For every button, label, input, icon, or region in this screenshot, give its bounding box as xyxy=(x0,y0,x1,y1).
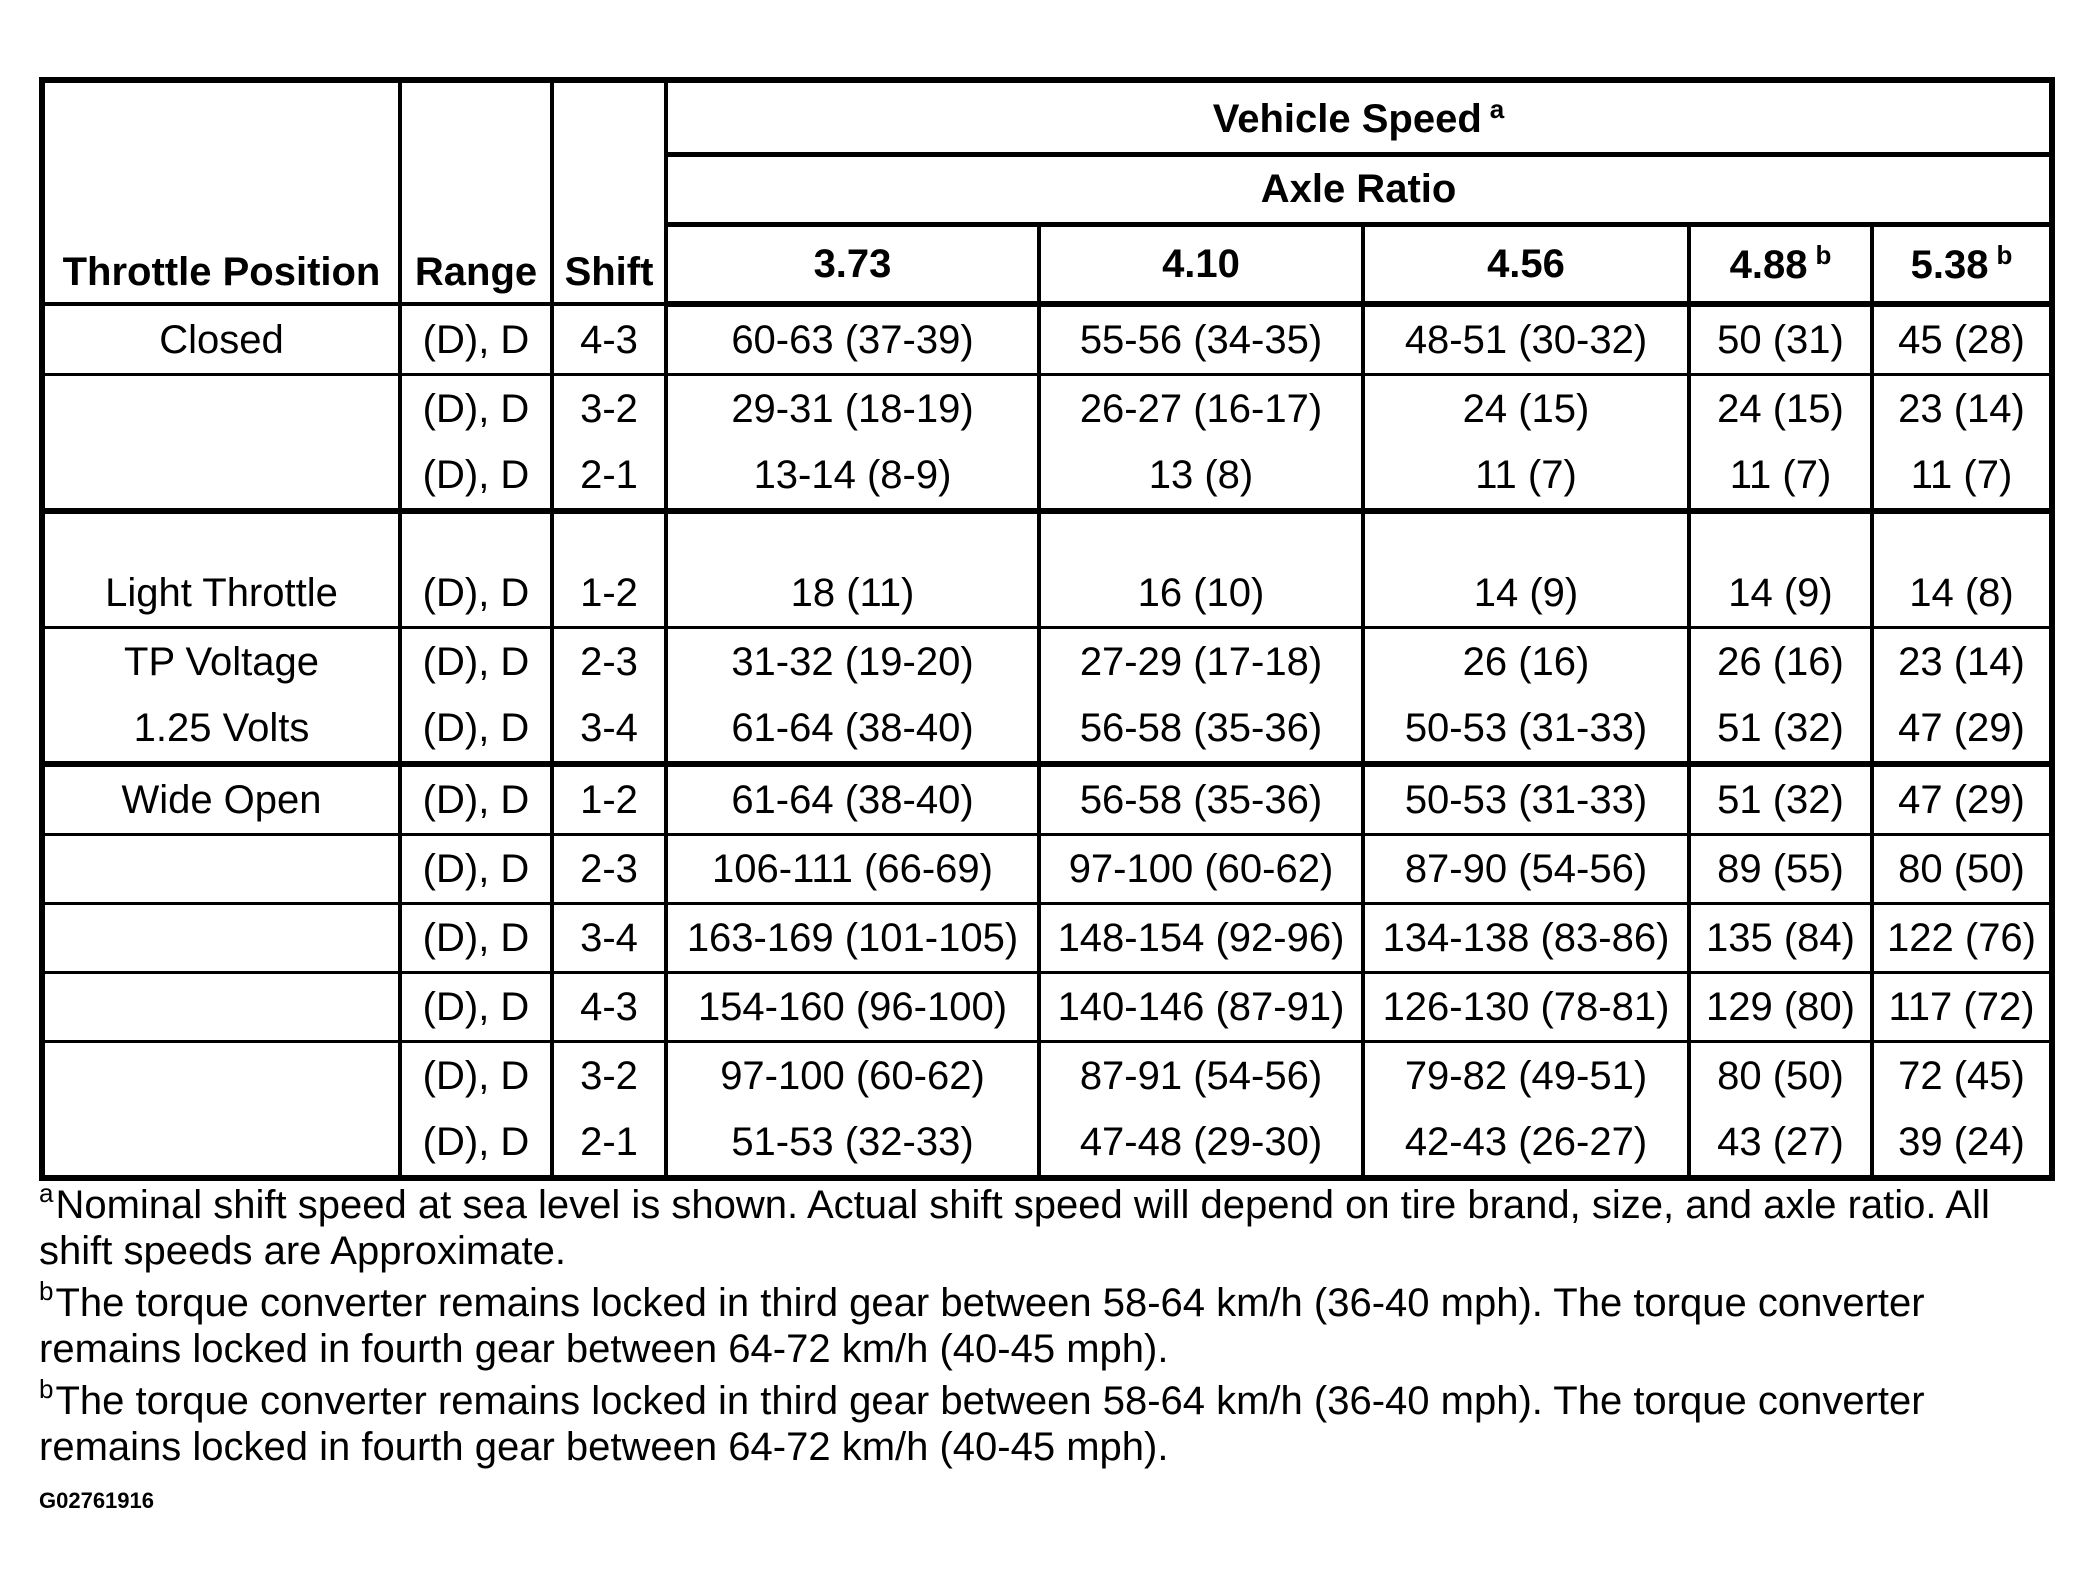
speed-cell: 51 (32) xyxy=(1689,695,1872,764)
throttle-cell xyxy=(42,375,400,443)
footnotes xyxy=(39,1178,2049,1476)
figure-id: G02761916 xyxy=(39,1488,154,1513)
ratio-label: 4.10 xyxy=(1162,241,1240,286)
speed-cell: 50-53 (31-33) xyxy=(1363,764,1689,835)
footnote-text: The torque converter remains locked in third gear between 58-64 km/h (36-40 mph). The torque converter remains locked in fourth gear between 64-72 km/h (40-45 mph). xyxy=(39,1281,1925,1371)
footnote-mark-b: b xyxy=(1996,240,2013,271)
ratio-label: 5.38 xyxy=(1910,243,1989,288)
footnote-text: Nominal shift speed at sea level is shown. Actual shift speed will depend on tire brand, size, and axle ratio. All shift speeds are Approximate. xyxy=(39,1183,1990,1273)
header-ratio-3 xyxy=(1689,224,1872,304)
table-row xyxy=(42,1109,2052,1178)
speed-cell: 126-130 (78-81) xyxy=(1363,973,1689,1042)
spacer-cell xyxy=(1039,511,1363,560)
header-axle-ratio: Axle Ratio xyxy=(666,154,2052,224)
speed-cell: 11 (7) xyxy=(1689,442,1872,511)
speed-cell: 29-31 (18-19) xyxy=(666,375,1039,443)
speed-cell: 26 (16) xyxy=(1363,628,1689,696)
range-cell: (D), D xyxy=(400,1109,552,1178)
ratio-label: 3.73 xyxy=(813,241,892,286)
shift-cell: 1-2 xyxy=(552,560,666,628)
footnote-mark: b xyxy=(39,1276,54,1306)
speed-cell: 11 (7) xyxy=(1872,442,2052,511)
range-cell: (D), D xyxy=(400,835,552,904)
throttle-cell xyxy=(42,442,400,511)
table-row xyxy=(42,1042,2052,1110)
spacer-cell xyxy=(666,511,1039,560)
footnote-text: The torque converter remains locked in third gear between 58-64 km/h (36-40 mph). The torque converter remains locked in fourth gear between 64-72 km/h (40-45 mph). xyxy=(39,1379,1925,1469)
footnote-mark-a: a xyxy=(1489,93,1505,124)
speed-cell: 61-64 (38-40) xyxy=(666,764,1039,835)
shift-cell: 2-3 xyxy=(552,835,666,904)
speed-cell: 47-48 (29-30) xyxy=(1039,1109,1363,1178)
throttle-cell xyxy=(42,1042,400,1110)
speed-cell: 80 (50) xyxy=(1689,1042,1872,1110)
speed-cell: 79-82 (49-51) xyxy=(1363,1042,1689,1110)
speed-cell: 43 (27) xyxy=(1689,1109,1872,1178)
spacer-cell xyxy=(552,511,666,560)
speed-cell: 80 (50) xyxy=(1872,835,2052,904)
speed-cell: 14 (8) xyxy=(1872,560,2052,628)
speed-cell: 89 (55) xyxy=(1689,835,1872,904)
speed-cell: 45 (28) xyxy=(1872,304,2052,375)
speed-cell: 11 (7) xyxy=(1363,442,1689,511)
range-cell: (D), D xyxy=(400,1042,552,1110)
range-cell: (D), D xyxy=(400,628,552,696)
speed-cell: 97-100 (60-62) xyxy=(1039,835,1363,904)
table-row xyxy=(42,695,2052,764)
table-row xyxy=(42,375,2052,443)
range-cell: (D), D xyxy=(400,442,552,511)
speed-cell: 24 (15) xyxy=(1363,375,1689,443)
speed-cell: 134-138 (83-86) xyxy=(1363,904,1689,973)
spacer-cell xyxy=(1872,511,2052,560)
ratio-label: 4.56 xyxy=(1487,241,1565,286)
header-throttle-position: Throttle Position xyxy=(42,80,400,304)
speed-cell: 60-63 (37-39) xyxy=(666,304,1039,375)
speed-cell: 148-154 (92-96) xyxy=(1039,904,1363,973)
speed-cell: 117 (72) xyxy=(1872,973,2052,1042)
shift-cell: 2-3 xyxy=(552,628,666,696)
throttle-cell: Light Throttle xyxy=(42,560,400,628)
shift-cell: 2-1 xyxy=(552,442,666,511)
spacer-cell xyxy=(1689,511,1872,560)
header-ratio-2 xyxy=(1363,224,1689,304)
speed-cell: 47 (29) xyxy=(1872,764,2052,835)
range-cell: (D), D xyxy=(400,560,552,628)
footnote-mark: a xyxy=(39,1178,54,1208)
throttle-cell: Closed xyxy=(42,304,400,375)
speed-cell: 51 (32) xyxy=(1689,764,1872,835)
header-shift: Shift xyxy=(552,80,666,304)
speed-cell: 106-111 (66-69) xyxy=(666,835,1039,904)
speed-cell: 16 (10) xyxy=(1039,560,1363,628)
spacer-row xyxy=(42,511,2052,560)
shift-speed-table xyxy=(39,77,2055,1181)
footnote xyxy=(39,1374,2049,1470)
footnote-mark-b: b xyxy=(1815,240,1832,271)
shift-cell: 2-1 xyxy=(552,1109,666,1178)
throttle-cell xyxy=(42,835,400,904)
speed-cell: 56-58 (35-36) xyxy=(1039,764,1363,835)
table-row xyxy=(42,764,2052,835)
speed-cell: 50-53 (31-33) xyxy=(1363,695,1689,764)
spacer-cell xyxy=(400,511,552,560)
speed-cell: 23 (14) xyxy=(1872,628,2052,696)
spacer-cell xyxy=(1363,511,1689,560)
speed-cell: 18 (11) xyxy=(666,560,1039,628)
header-ratio-4 xyxy=(1872,224,2052,304)
range-cell: (D), D xyxy=(400,973,552,1042)
table-row xyxy=(42,304,2052,375)
speed-cell: 48-51 (30-32) xyxy=(1363,304,1689,375)
speed-cell: 14 (9) xyxy=(1689,560,1872,628)
footnote xyxy=(39,1276,2049,1372)
throttle-cell xyxy=(42,904,400,973)
range-cell: (D), D xyxy=(400,764,552,835)
shift-cell: 3-4 xyxy=(552,904,666,973)
speed-cell: 140-146 (87-91) xyxy=(1039,973,1363,1042)
throttle-cell: Wide Open xyxy=(42,764,400,835)
shift-cell: 3-2 xyxy=(552,1042,666,1110)
speed-cell: 50 (31) xyxy=(1689,304,1872,375)
speed-cell: 14 (9) xyxy=(1363,560,1689,628)
spacer-cell xyxy=(42,511,400,560)
shift-cell: 4-3 xyxy=(552,973,666,1042)
throttle-cell xyxy=(42,1109,400,1178)
footnote xyxy=(39,1178,2049,1274)
speed-cell: 163-169 (101-105) xyxy=(666,904,1039,973)
header-ratio-0 xyxy=(666,224,1039,304)
speed-cell: 13-14 (8-9) xyxy=(666,442,1039,511)
shift-cell: 1-2 xyxy=(552,764,666,835)
throttle-cell: 1.25 Volts xyxy=(42,695,400,764)
throttle-cell: TP Voltage xyxy=(42,628,400,696)
table-row xyxy=(42,835,2052,904)
speed-cell: 26 (16) xyxy=(1689,628,1872,696)
speed-cell: 122 (76) xyxy=(1872,904,2052,973)
table-body xyxy=(42,304,2052,1178)
table-row xyxy=(42,560,2052,628)
range-cell: (D), D xyxy=(400,695,552,764)
speed-cell: 87-90 (54-56) xyxy=(1363,835,1689,904)
range-cell: (D), D xyxy=(400,304,552,375)
vehicle-speed-label: Vehicle Speed xyxy=(1212,96,1482,141)
header-vehicle-speed xyxy=(666,80,2052,154)
speed-cell: 129 (80) xyxy=(1689,973,1872,1042)
speed-cell: 154-160 (96-100) xyxy=(666,973,1039,1042)
speed-cell: 55-56 (34-35) xyxy=(1039,304,1363,375)
shift-cell: 3-4 xyxy=(552,695,666,764)
speed-cell: 27-29 (17-18) xyxy=(1039,628,1363,696)
speed-cell: 87-91 (54-56) xyxy=(1039,1042,1363,1110)
speed-cell: 47 (29) xyxy=(1872,695,2052,764)
throttle-cell xyxy=(42,973,400,1042)
speed-cell: 39 (24) xyxy=(1872,1109,2052,1178)
table-row xyxy=(42,973,2052,1042)
footnote-mark: b xyxy=(39,1374,54,1404)
speed-cell: 31-32 (19-20) xyxy=(666,628,1039,696)
speed-cell: 61-64 (38-40) xyxy=(666,695,1039,764)
header-ratio-1 xyxy=(1039,224,1363,304)
speed-cell: 26-27 (16-17) xyxy=(1039,375,1363,443)
table-row xyxy=(42,628,2052,696)
speed-cell: 24 (15) xyxy=(1689,375,1872,443)
speed-cell: 51-53 (32-33) xyxy=(666,1109,1039,1178)
header-range: Range xyxy=(400,80,552,304)
speed-cell: 72 (45) xyxy=(1872,1042,2052,1110)
shift-cell: 4-3 xyxy=(552,304,666,375)
speed-cell: 97-100 (60-62) xyxy=(666,1042,1039,1110)
table-row xyxy=(42,904,2052,973)
range-cell: (D), D xyxy=(400,375,552,443)
speed-cell: 13 (8) xyxy=(1039,442,1363,511)
table-row xyxy=(42,442,2052,511)
speed-cell: 42-43 (26-27) xyxy=(1363,1109,1689,1178)
range-cell: (D), D xyxy=(400,904,552,973)
speed-cell: 23 (14) xyxy=(1872,375,2052,443)
ratio-label: 4.88 xyxy=(1729,243,1808,288)
speed-cell: 56-58 (35-36) xyxy=(1039,695,1363,764)
speed-cell: 135 (84) xyxy=(1689,904,1872,973)
shift-cell: 3-2 xyxy=(552,375,666,443)
